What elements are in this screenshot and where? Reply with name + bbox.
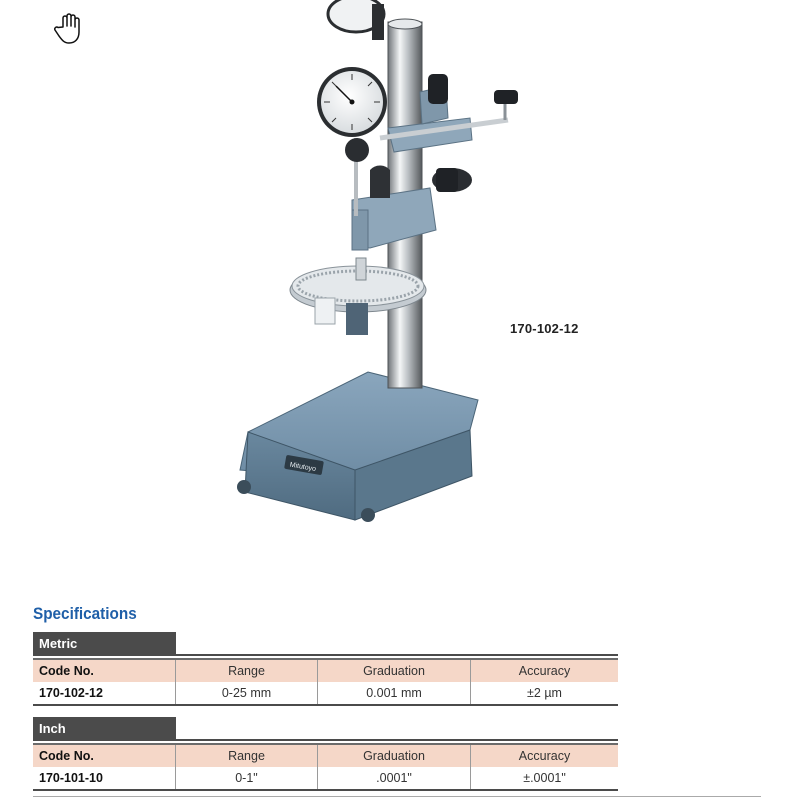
header-code-no: Code No. bbox=[33, 745, 176, 767]
header-accuracy: Accuracy bbox=[518, 664, 571, 678]
page-bottom-rule bbox=[33, 796, 761, 797]
header-range: Range bbox=[176, 745, 318, 767]
header-graduation: Graduation bbox=[318, 660, 471, 682]
inch-graduation: .0001" bbox=[318, 767, 471, 789]
header-graduation: Graduation bbox=[318, 745, 471, 767]
header-accuracy: Accuracy bbox=[518, 749, 571, 763]
metric-section-label: Metric bbox=[33, 632, 176, 656]
metric-range: 0-25 mm bbox=[176, 682, 318, 704]
inch-code-no: 170-101-10 bbox=[33, 767, 176, 789]
specifications-title: Specifications bbox=[33, 604, 137, 623]
inch-header-row bbox=[33, 743, 618, 767]
dial-gauge-stand-image bbox=[225, 0, 535, 540]
inch-section-bar bbox=[33, 717, 618, 741]
metric-spec-table bbox=[33, 632, 618, 706]
header-code-no: Code No. bbox=[33, 660, 176, 682]
metric-header-row bbox=[33, 658, 618, 682]
model-label: 170-102-12 bbox=[510, 321, 579, 336]
section-rule bbox=[176, 739, 618, 741]
inch-spec-table bbox=[33, 717, 618, 791]
metric-code-no: 170-102-12 bbox=[33, 682, 176, 704]
inch-range: 0-1" bbox=[176, 767, 318, 789]
metric-value-row bbox=[33, 682, 618, 706]
section-rule bbox=[176, 654, 618, 656]
inch-value-row bbox=[33, 767, 618, 791]
metric-accuracy: ±2 µm bbox=[527, 686, 562, 700]
inch-accuracy: ±.0001" bbox=[523, 771, 566, 785]
metric-graduation: 0.001 mm bbox=[318, 682, 471, 704]
metric-section-bar bbox=[33, 632, 618, 656]
hand-cursor-icon bbox=[54, 12, 86, 46]
brand-plate-text: Mitutoyo bbox=[289, 461, 317, 474]
inch-section-label: Inch bbox=[33, 717, 176, 741]
header-range: Range bbox=[176, 660, 318, 682]
